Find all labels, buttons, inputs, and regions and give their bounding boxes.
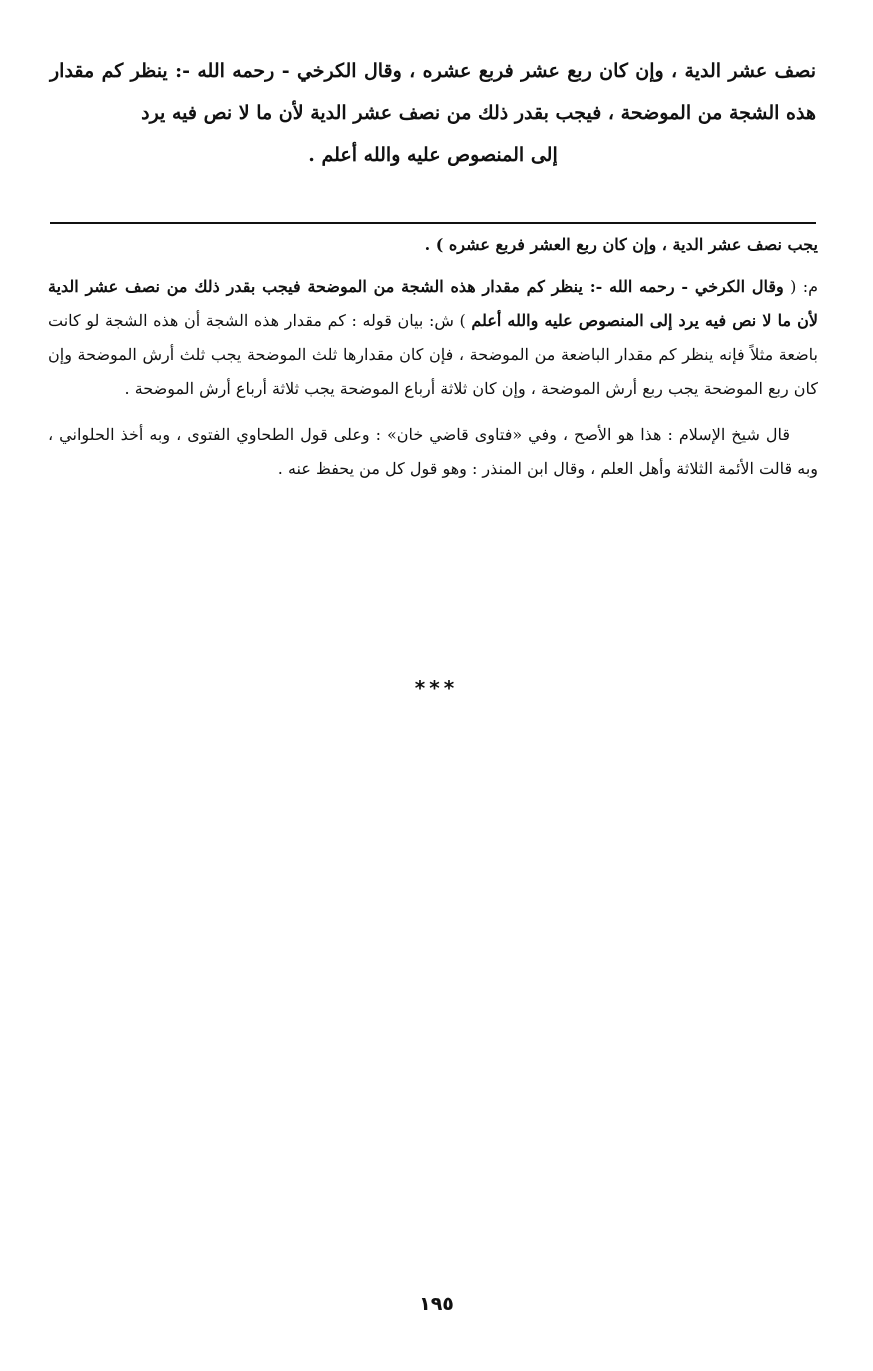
commentary-sharh: ) ش: بيان قوله : كم مقدار هذه الشجة أن هذه الشجة لو كانت باضعة مثلاً فإنه ينظر كم مقدار الباضعة من الموضحة ، فإن كان مقدارها ثلث الموضحة يجب ثلث أرش الموضحة وإن كان ربع الموضحة يجب ربع أرش الموضحة ، وإن كان ثلاثة أرباع الموضحة يجب ثلاثة أرباع أرش الموضحة . <box>48 311 818 398</box>
main-text-block <box>50 50 816 176</box>
commentary-block <box>48 228 818 486</box>
section-separator: *** <box>414 676 459 700</box>
commentary-paragraph-2 <box>48 270 818 406</box>
commentary-paragraph-3: قال شيخ الإسلام : هذا هو الأصح ، وفي «فتاوى قاضي خان» : وعلى قول الطحاوي الفتوى ، وبه أخذ الحلواني ، وبه قالت الأئمة الثلاثة وأهل العلم ، وقال ابن المنذر : وهو قول كل من يحفظ عنه . <box>48 425 818 478</box>
main-text-body: نصف عشر الدية ، وإن كان ربع عشر فربع عشره ، وقال الكرخي - رحمه الله -: ينظر كم مقدار هذه الشجة من الموضحة ، فيجب بقدر ذلك من نصف عشر الدية لأن ما لا نص فيه يرد <box>50 60 816 124</box>
commentary-matn-marker: م: ( <box>790 277 819 296</box>
commentary-paragraph-1: يجب نصف عشر الدية ، وإن كان ربع العشر فربع عشره ) . <box>424 235 818 254</box>
footnote-divider <box>50 222 816 224</box>
main-text-last-line: إلى المنصوص عليه والله أعلم . <box>308 144 558 166</box>
commentary-quoted-matn: وقال الكرخي - رحمه الله -: ينظر كم مقدار هذه الشجة من الموضحة فيجب بقدر ذلك من نصف عشر الدية لأن ما لا نص فيه يرد إلى المنصوص عليه والله أعلم <box>48 277 819 330</box>
page-number: ١٩٥ <box>419 1293 454 1315</box>
